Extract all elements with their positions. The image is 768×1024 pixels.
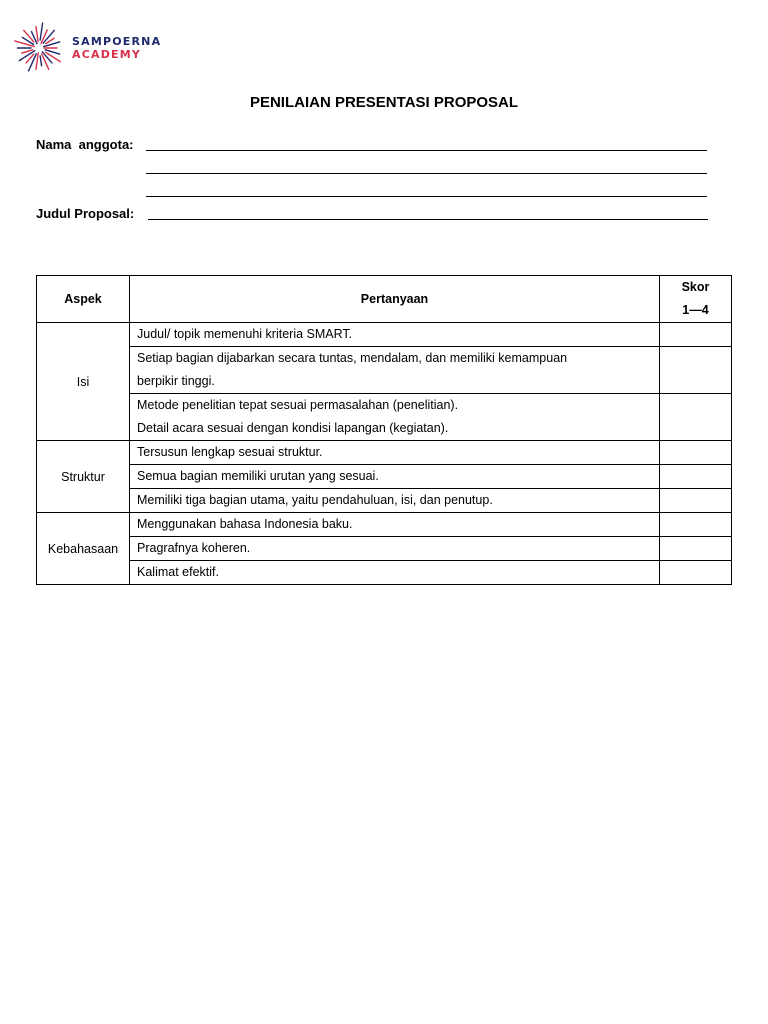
score-cell[interactable] bbox=[660, 394, 732, 441]
question-cell bbox=[130, 513, 660, 537]
member-name-line-2[interactable] bbox=[146, 173, 707, 174]
table-row bbox=[37, 394, 732, 441]
question-text-line: Semua bagian memiliki urutan yang sesuai. bbox=[137, 469, 379, 483]
proposal-title-line[interactable] bbox=[148, 219, 708, 220]
score-cell[interactable] bbox=[660, 441, 732, 465]
score-cell[interactable] bbox=[660, 561, 732, 585]
question-text-line: Setiap bagian dijabarkan secara tuntas, mendalam, dan memiliki kemampuan bbox=[137, 351, 568, 365]
member-name-label: Nama anggota: bbox=[36, 137, 134, 152]
score-cell[interactable] bbox=[660, 323, 732, 347]
question-text-line: Judul/ topik memenuhi kriteria SMART. bbox=[137, 327, 353, 341]
score-header-label: Skor bbox=[681, 280, 710, 294]
sampoerna-academy-logo bbox=[14, 18, 161, 78]
score-cell[interactable] bbox=[660, 513, 732, 537]
score-cell[interactable] bbox=[660, 537, 732, 561]
score-header bbox=[660, 276, 732, 323]
table-row bbox=[37, 513, 732, 537]
proposal-title-label: Judul Proposal: bbox=[36, 206, 135, 221]
table-row bbox=[37, 537, 732, 561]
logo-line-2: ACADEMY bbox=[72, 48, 142, 61]
question-text-line: Pragrafnya koheren. bbox=[137, 541, 251, 555]
question-text-line: Menggunakan bahasa Indonesia baku. bbox=[137, 517, 353, 531]
table-header-row bbox=[37, 276, 732, 323]
question-cell bbox=[130, 323, 660, 347]
document-title: PENILAIAN PRESENTASI PROPOSAL bbox=[249, 94, 519, 111]
logo-line-1: SAMPOERNA bbox=[72, 35, 162, 48]
score-cell[interactable] bbox=[660, 465, 732, 489]
starburst-ray bbox=[40, 56, 41, 66]
aspect-cell: Isi bbox=[37, 323, 130, 441]
question-cell bbox=[130, 561, 660, 585]
table-row bbox=[37, 465, 732, 489]
question-text-line: Kalimat efektif. bbox=[137, 565, 219, 579]
question-text-line: berpikir tinggi. bbox=[137, 374, 215, 388]
starburst-ray bbox=[36, 27, 38, 42]
member-name-line-3[interactable] bbox=[146, 196, 707, 197]
logo-wordmark bbox=[72, 35, 161, 61]
question-text-line: Detail acara sesuai dengan kondisi lapangan (kegiatan). bbox=[137, 421, 449, 435]
score-cell[interactable] bbox=[660, 489, 732, 513]
question-text-line: Memiliki tiga bagian utama, yaitu pendahuluan, isi, dan penutup. bbox=[137, 493, 493, 507]
question-text-line: Metode penelitian tepat sesuai permasalahan (penelitian). bbox=[137, 398, 459, 412]
question-cell bbox=[130, 347, 660, 394]
table-row bbox=[37, 323, 732, 347]
question-header: Pertanyaan bbox=[130, 276, 660, 323]
starburst-ray bbox=[40, 23, 42, 40]
question-cell bbox=[130, 441, 660, 465]
question-cell bbox=[130, 394, 660, 441]
scoring-table bbox=[36, 275, 732, 585]
table-row bbox=[37, 441, 732, 465]
table-body bbox=[37, 323, 732, 585]
aspect-cell: Struktur bbox=[37, 441, 130, 513]
score-cell[interactable] bbox=[660, 347, 732, 394]
aspect-header: Aspek bbox=[37, 276, 130, 323]
question-cell bbox=[130, 465, 660, 489]
starburst-logo-icon bbox=[14, 20, 64, 76]
question-cell bbox=[130, 537, 660, 561]
table-row bbox=[37, 561, 732, 585]
question-cell bbox=[130, 489, 660, 513]
member-name-line-1[interactable] bbox=[146, 150, 707, 151]
question-text-line: Tersusun lengkap sesuai struktur. bbox=[137, 445, 323, 459]
score-header-range: 1—4 bbox=[682, 303, 709, 317]
table-row bbox=[37, 489, 732, 513]
aspect-cell: Kebahasaan bbox=[37, 513, 130, 585]
table-row bbox=[37, 347, 732, 394]
